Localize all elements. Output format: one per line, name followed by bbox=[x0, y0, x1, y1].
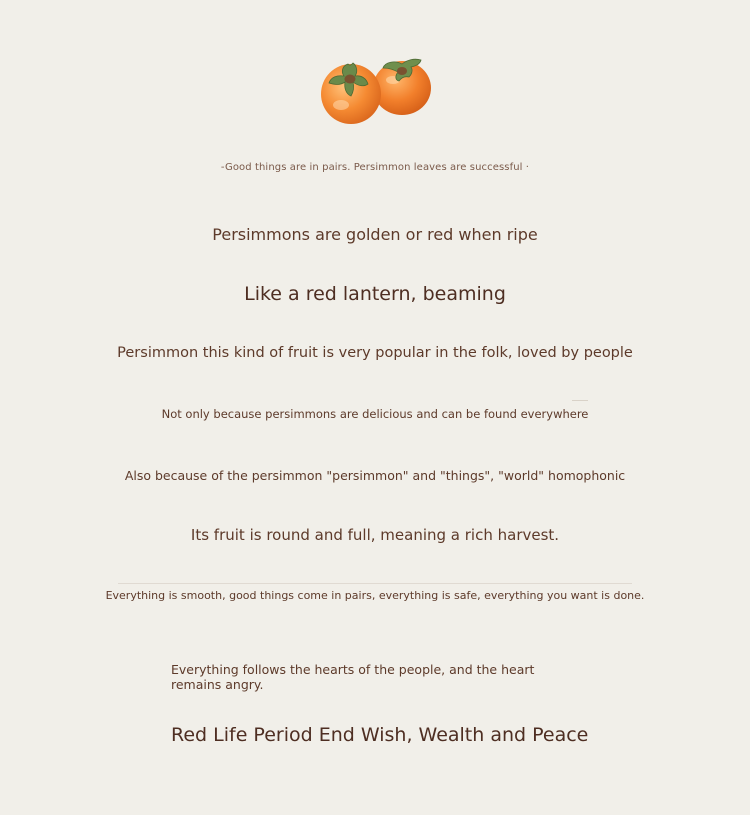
subtitle: -Good things are in pairs. Persimmon leaves are successful · bbox=[220, 162, 530, 173]
text-line-1: Persimmons are golden or red when ripe bbox=[212, 225, 538, 244]
text-line-7: Everything is smooth, good things come in pairs, everything is safe, everything you want is done. bbox=[105, 589, 645, 602]
text-line-3: Persimmon this kind of fruit is very popular in the folk, loved by people bbox=[117, 345, 633, 361]
text-line-5: Also because of the persimmon "persimmon" and "things", "world" homophonic bbox=[124, 468, 626, 483]
text-line-8: Everything follows the hearts of the people, and the heart remains angry. bbox=[171, 662, 535, 692]
text-line-2: Like a red lantern, beaming bbox=[244, 283, 506, 305]
divider-mark bbox=[572, 400, 588, 401]
text-line-4: Not only because persimmons are delicious and can be found everywhere bbox=[161, 407, 589, 421]
divider-mark bbox=[118, 583, 632, 584]
text-line-9: Red Life Period End Wish, Wealth and Peace bbox=[171, 724, 589, 746]
persimmon-pair-icon bbox=[315, 50, 440, 130]
text-line-6: Its fruit is round and full, meaning a rich harvest. bbox=[190, 526, 560, 544]
